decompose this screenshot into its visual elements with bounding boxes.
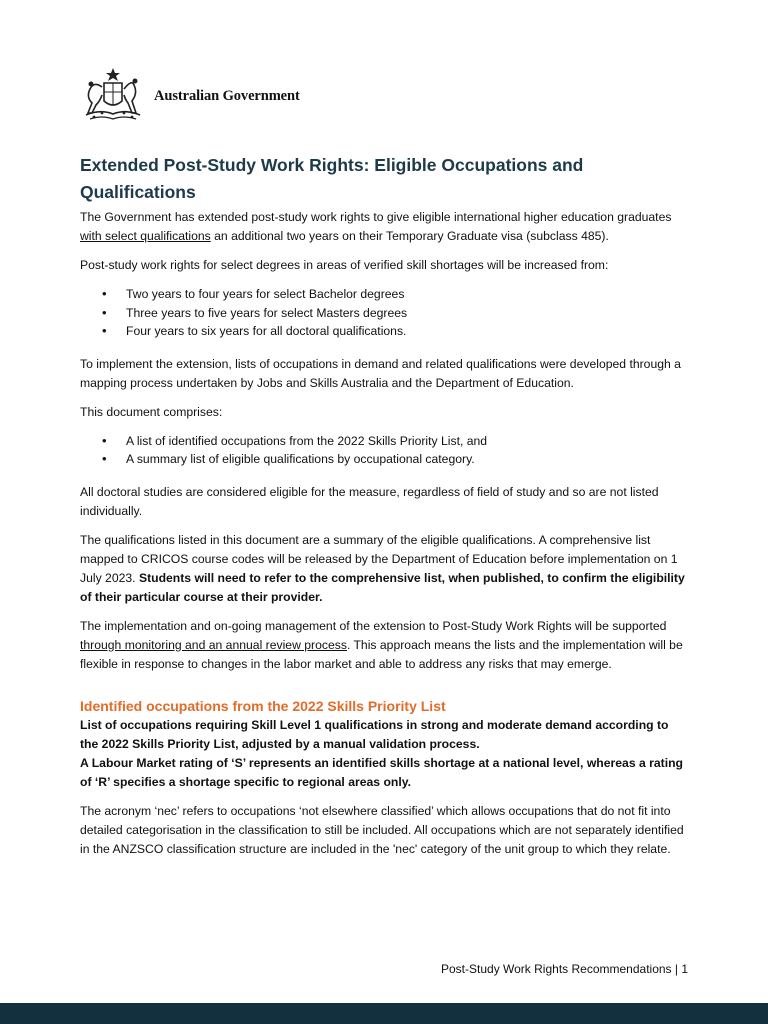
increase-intro: Post-study work rights for select degrees in areas of verified skill shortages will be increased from: (80, 258, 609, 272)
intro-paragraph (80, 208, 690, 246)
intro-text-2: an additional two years on their Temporary Graduate visa (subclass 485). (210, 229, 609, 243)
list-item: • A summary list of eligible qualifications by occupational category. (80, 450, 690, 469)
document-body (80, 152, 690, 869)
management-text-1: The implementation and on-going management of the extension to Post-Study Work Rights will be supported (80, 618, 667, 633)
footer-bar (0, 1003, 768, 1024)
footer-page-label: Post-Study Work Rights Recommendations | 1 (441, 962, 688, 976)
occupations-description (80, 716, 690, 792)
list-item: • A list of identified occupations from the 2022 Skills Priority List, and (80, 432, 690, 451)
list-item: • Three years to five years for select Masters degrees (80, 304, 690, 323)
comprises-list (80, 432, 690, 469)
nec-paragraph: The acronym ‘nec’ refers to occupations ‘not elsewhere classified’ which allows occupations that do not fit into detailed categorisation in the classification to still be included. All occupations which are not separately identified in the ANZSCO classification structure are included in the 'nec' category of the unit group to which they relate. (80, 803, 684, 856)
implement-paragraph: To implement the extension, lists of occupations in demand and related qualifications were developed through a mapping process undertaken by Jobs and Skills Australia and the Department of Education. (80, 356, 681, 390)
select-qualifications-link[interactable]: with select qualifications (80, 229, 211, 243)
list-item: • Four years to six years for all doctoral qualifications. (80, 322, 690, 341)
comprises-intro: This document comprises: (80, 404, 223, 419)
management-text-2: . This approach means the lists and the implementation will be flexible in response to changes in the labor market and able to address any risks that may emerge. (80, 637, 683, 671)
management-paragraph (80, 617, 690, 674)
intro-text-1: The Government has extended post-study work rights to give eligible international higher education graduates (80, 210, 672, 224)
government-logo (80, 66, 300, 126)
occupations-description-1: List of occupations requiring Skill Level 1 qualifications in strong and moderate demand according to the 2022 Skills Priority List, adjusted by a manual validation process. (80, 717, 669, 751)
review-process-link[interactable]: through monitoring and an annual review process (80, 637, 347, 652)
qualifications-paragraph (80, 531, 690, 607)
coat-of-arms-icon (80, 67, 146, 125)
increase-list (80, 285, 690, 341)
doctoral-paragraph: All doctoral studies are considered eligible for the measure, regardless of field of study and so are not listed individually. (80, 484, 659, 518)
qualifications-bold-text: Students will need to refer to the comprehensive list, when published, to confirm the eligibility of their particular course at their provider. (80, 570, 685, 604)
list-item: • Two years to four years for select Bachelor degrees (80, 285, 690, 304)
qualifications-text: The qualifications listed in this document are a summary of the eligible qualifications. A comprehensive list mapped to CRICOS course codes will be released by the Department of Education before implementation on 1 July 2023. (80, 532, 678, 585)
occupations-description-2: A Labour Market rating of ‘S’ represents an identified skills shortage at a national level, whereas a rating of ‘R’ specifies a shortage specific to regional areas only. (80, 755, 684, 789)
section-heading: Identified occupations from the 2022 Skills Priority List (80, 697, 446, 714)
logo-text: Australian Government (154, 87, 300, 104)
document-title: Extended Post-Study Work Rights: Eligible Occupations and Qualifications (80, 155, 584, 202)
